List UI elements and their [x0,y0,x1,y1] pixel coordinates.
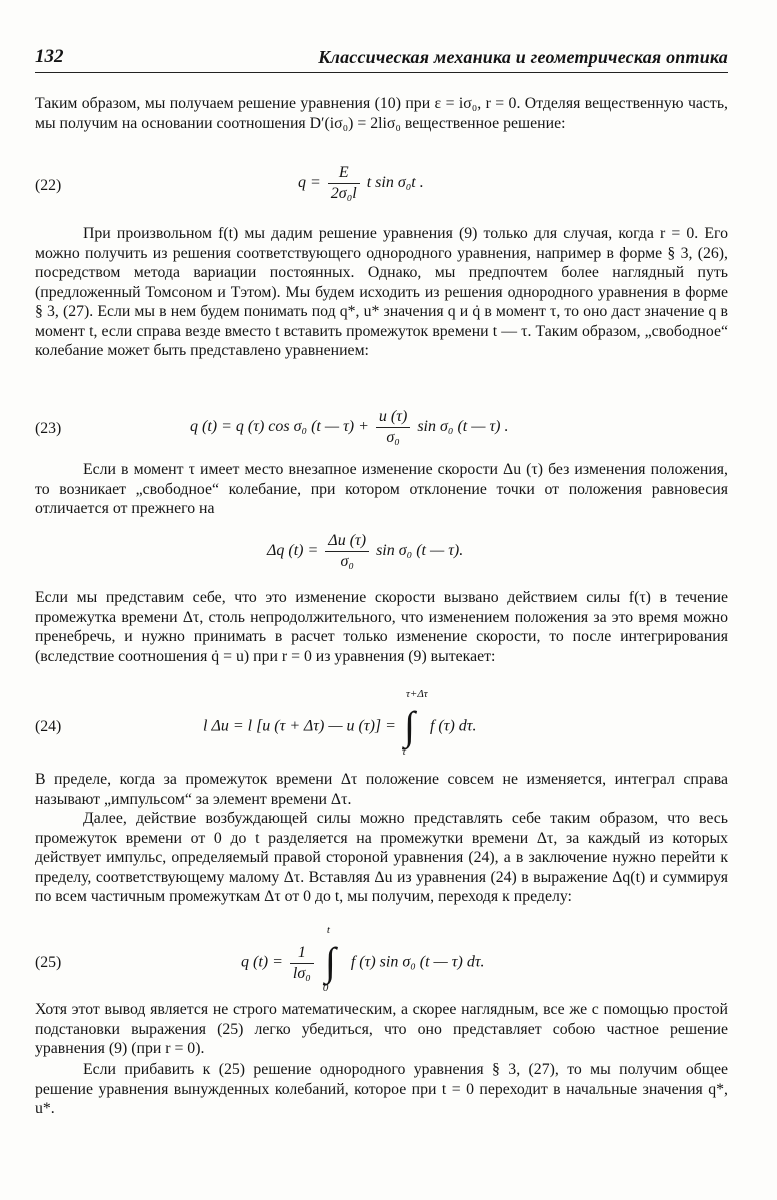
paragraph-2: При произвольном f(t) мы дадим решение уравнения (9) только для случая, когда r = 0. Его можно получить из решения соответствующего однородного уравнения, например в форме § 3, (26), посредством метода вариации постоянных. Однако, мы предпочтем более наглядный путь (предложенный Томсоном и Тэтом). Мы будем исходить из решения однородного уравнения в форме § 3, (27). Если мы в нем будем понимать под q*, u* значения q и q̇ в момент τ, то оно даст значение q в момент t, если справа везде вместо t вставить промежуток времени t — τ. Таким образом, „свободное“ колебание может быть представлено уравнением: [35,225,728,359]
fraction [325,532,369,571]
paragraph-3: Если в момент τ имеет место внезапное изменение скорости Δu (τ) без изменения положения, то возникает „свободное“ колебание, при котором отклонение точки от положения равновесия отличается от прежнего на [35,461,728,517]
paragraph-6: Далее, действие возбуждающей силы можно представлять себе таким образом, что весь промежуток времени от 0 до t разделяется на промежутки времени Δτ, за каждый из которых действует импульс, определяемый правой стороной уравнения (24), а в заключение нужно перейти к пределу, соответствующему малому Δτ. Вставляя Δu из уравнения (24) в выражение Δq(t) и суммируя по всем частичным промежуткам Δτ от 0 до t, мы получим, переходя к пределу: [35,810,728,905]
equation-24 [35,688,728,758]
fraction-denominator: σ₀ [386,429,400,446]
integral-lower-limit: 0 [322,982,329,994]
page-number: 132 [35,46,64,67]
equation-22 [35,164,728,208]
fraction-denominator: 2σ₀l [330,185,357,202]
equation-body [267,532,463,571]
equation-lhs: l Δu = l [u (τ + Δτ) — u (τ)] = [203,717,396,735]
integral-symbol: ∫ [403,703,415,748]
fraction-numerator: Δu (τ) [325,532,369,552]
integral-sign [401,688,428,758]
equation-rhs: sin σ₀ (t — τ) . [417,418,509,436]
fraction-numerator: u (τ) [376,408,410,428]
integral-symbol: ∫ [324,939,336,984]
equation-lhs: Δq (t) = [267,542,319,560]
running-title: Классическая механика и геометрическая оптика [318,47,728,67]
fraction-denominator: σ₀ [340,553,354,570]
fraction-numerator: E [328,164,360,184]
page-header [35,46,728,76]
fraction [290,944,314,983]
fraction [328,164,360,203]
fraction-denominator: lσ₀ [292,964,311,982]
paragraph-4: Если мы представим себе, что это изменение скорости вызвано действием силы f(τ) в течение промежутка времени Δτ, столь непродолжительного, что изменением положения за это время можно пренебречь, и нужно принимать в расчет только изменение скорости, то после интегрирования (вследствие соотношения q̇ = u) при r = 0 из уравнения (9) вытекает: [35,589,728,665]
equation-rhs: f (τ) sin σ₀ (t — τ) dτ. [350,953,485,971]
equation-rhs: sin σ₀ (t — τ). [376,542,464,560]
paragraph-8: Если прибавить к (25) решение однородного уравнения § 3, (27), то мы получим общее решение уравнения вынужденных колебаний, которое при t = 0 переходит в начальные значения q*, u*. [35,1061,728,1117]
equation-rhs: t sin σ₀t . [366,174,424,192]
integral-upper-limit: t [326,924,330,936]
integral-sign [322,924,345,994]
equation-body [241,924,485,994]
equation-lhs: q (t) = [241,953,283,971]
integral-lower-limit: τ [401,746,406,758]
equation-lhs: q (t) = q (τ) cos σ₀ (t — τ) + [190,418,369,436]
equation-body [203,688,477,758]
equation-number: (23) [35,420,62,437]
integral-upper-limit: τ+Δτ [405,688,428,700]
equation-body [190,408,509,447]
paragraph-7: Хотя этот вывод является не строго математическим, а скорее наглядным, все же с помощью простой подстановки выражения (25) легко убедиться, что оно представляет собою частное решение уравнения (9) (при r = 0). [35,1001,728,1057]
fraction-numerator: 1 [290,944,314,964]
fraction [376,408,410,447]
equation-delta-q [35,532,728,576]
equation-rhs: f (τ) dτ. [429,717,477,735]
equation-number: (22) [35,177,62,194]
paragraph-1: Таким образом, мы получаем решение уравнения (10) при ε = iσ₀, r = 0. Отделяя вещественную часть, мы получим на основании соотношения D′(iσ₀) = 2liσ₀ вещественное решение: [35,95,728,132]
paragraph-5: В пределе, когда за промежуток времени Δτ положение совсем не изменяется, интеграл справа называют „импульсом“ за элемент времени Δτ. [35,771,728,808]
equation-23 [35,408,728,452]
equation-number: (24) [35,718,62,735]
header-rule [35,72,728,73]
equation-body [298,164,424,203]
equation-number: (25) [35,954,62,971]
equation-lhs: q = [298,174,321,192]
equation-25 [35,924,728,994]
